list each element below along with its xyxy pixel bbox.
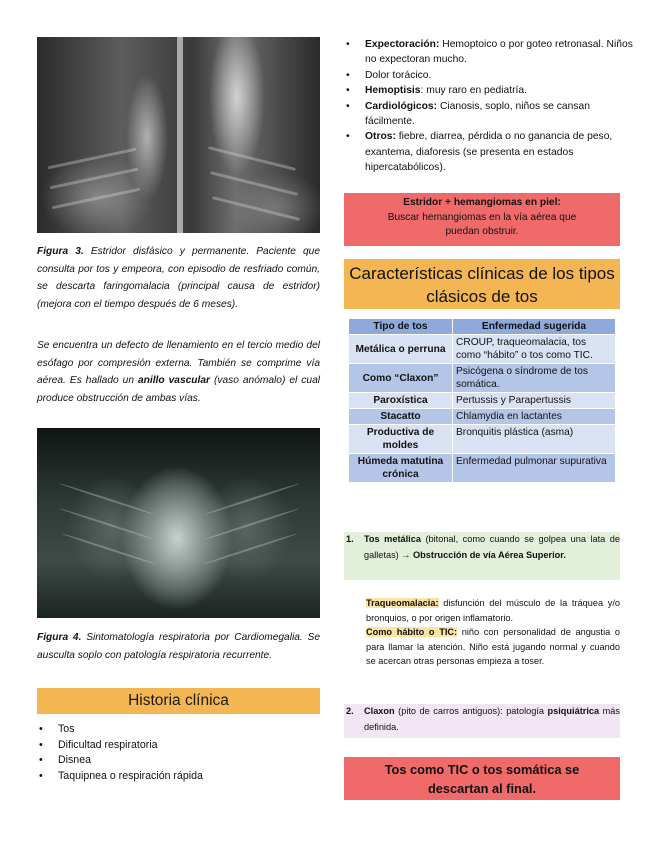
history-section-title: Historia clínica [37,688,320,714]
symptom-text: Hemoptoico o por goteo retronasal. Niños no expectoran mucho. [365,39,633,66]
claxon-text-end: más definida. [364,706,620,732]
symptoms-list [344,37,641,176]
tracheomalacia-term: Traqueomalacia: [366,598,439,608]
stridor-alert-box [344,193,620,246]
claxon-term: Claxon [364,706,395,716]
rib-shadow [50,168,139,190]
cough-type-cell: Húmeda matutina crónica [349,454,453,483]
symptom-label: Hemoptisis [365,85,421,97]
disease-cell: Chlamydia en lactantes [453,409,616,425]
disease-cell: Pertussis y Parapertussis [453,393,616,409]
psychiatric-term: psiquiátrica [547,706,600,716]
symptom-label: Cardiológicos: [365,100,438,112]
list-item: • Dificultad respiratoria [58,738,203,754]
cough-type-cell: Como “Claxon” [349,364,453,393]
table-row [349,409,616,425]
rib-shadow [212,196,300,221]
item-number: 1. [346,534,354,544]
rib-shadow [210,171,298,196]
figure-4-text: Sintomatología respiratoria por Cardiomegalia. Se ausculta soplo con patología respiratoria recurrente. [37,632,320,661]
history-list [37,722,203,784]
cough-type-cell: Paroxística [349,393,453,409]
definitions-note [366,596,620,669]
symptom-text: fiebre, diarrea, pérdida o no ganancia de peso, exantema, diaforesis (se presenta en estados hipercatabólicos). [365,131,613,174]
list-item: • Disnea [58,753,203,769]
cough-types-table [348,318,616,483]
vascular-ring-term: anillo vascular [138,375,210,387]
claxon-text: (pito de carros antiguos): patología [394,706,548,716]
alert-title: Estridor + hemangiomas en piel: [403,197,561,208]
habit-tic-term: Como hábito o TIC: [366,627,458,637]
table-row [349,364,616,393]
table-header-row [349,319,616,335]
list-item [365,83,641,98]
rib-shadow [52,188,141,210]
symptom-label: Expectoración: [365,39,440,50]
rib-shadow [204,483,300,516]
disease-cell: Psicógena o síndrome de tos somática. [453,364,616,393]
final-alert-text: Tos como TIC o tos somática se descartan al final. [384,762,580,796]
symptom-text: Dolor torácico. [365,69,432,81]
figure-4-caption [37,629,320,664]
figure-3-text: Estridor disfásico y permanente. Paciente que consulta por tos y empeora, con episodio de resfriado común, se descarta faringomalacia (principal causa de estridor) (mejora con el tiempo después de 6 meses). [37,246,320,310]
list-item: • Tos [58,722,203,738]
rib-shadow [59,483,155,516]
final-alert-box [344,757,620,800]
rib-shadow [59,508,155,541]
column-header: Enfermedad sugerida [453,319,616,335]
vascular-ring-paragraph [37,337,320,407]
table-row [349,393,616,409]
alert-text: Buscar hemangiomas en la vía aérea que puedan obstruir. [387,211,577,237]
rib-shadow [61,533,157,566]
image-divider [177,37,183,233]
paragraph-text: Se encuentra un defecto de llenamiento en el tercio medio del esófago por compresión externa. También se comprime vía aérea. Es hallado un [37,340,320,387]
chest-xray-cardiomegaly-image [37,428,320,618]
figure-4-label: Figura 4. [37,632,82,643]
airway-obstruction-term: Obstrucción de vía Aérea Superior. [413,549,566,560]
metallic-cough-note [344,532,620,580]
rib-shadow [202,533,298,566]
column-header: Tipo de tos [349,319,453,335]
tracheomalacia-text: disfunción del músculo de la tráquea y/o bronquios, o por origen inflamatorio. [366,598,620,623]
figure-3-caption [37,243,320,313]
list-item [365,99,641,130]
rib-shadow [48,148,137,170]
cough-type-cell: Stacatto [349,409,453,425]
list-item: • Taquipnea o respiración rápida [58,769,203,785]
list-item [365,37,641,68]
metallic-cough-text: (bitonal, como cuando se golpea una lata de galletas) → [364,534,620,560]
habit-tic-text: niño con personalidad de angustia o para llamar la atención. Niño está jugando normal y cuando se acercan otras personas empieza a toser. [366,627,620,666]
symptom-label: Otros: [365,131,396,143]
cough-type-cell: Metálica o perruna [349,335,453,364]
paragraph-text-end: (vaso anómalo) el cual produce obstrucción de ambas vías. [37,375,320,404]
esophagram-xray-image [37,37,320,233]
list-item [365,129,641,175]
metallic-cough-term: Tos metálica [364,534,421,544]
disease-cell: Enfermedad pulmonar supurativa [453,454,616,483]
disease-cell: Bronquitis plástica (asma) [453,425,616,454]
table-row [349,425,616,454]
item-number: 2. [346,706,354,716]
cough-type-cell: Productiva de moldes [349,425,453,454]
table-row [349,454,616,483]
list-item [365,68,641,83]
claxon-cough-note [344,704,620,738]
figure-3-label: Figura 3. [37,246,84,257]
symptom-text: : muy raro en pediatría. [420,85,527,97]
symptom-text: Cianosis, soplo, niños se cansan fácilmente. [365,100,590,128]
cough-types-title: Características clínicas de los tipos clásicos de tos [344,259,620,309]
disease-cell: CROUP, traqueomalacia, tos como “hábito” o tos como TIC. [453,335,616,364]
table-row [349,335,616,364]
rib-shadow [208,146,296,171]
